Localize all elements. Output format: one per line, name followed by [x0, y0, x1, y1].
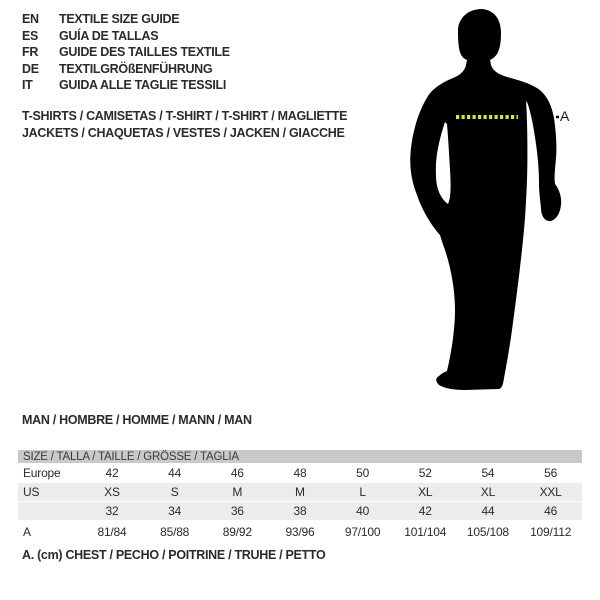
size-table-row-europe	[18, 464, 582, 483]
size-value: 93/96	[269, 521, 332, 543]
row-label: Europe	[18, 464, 81, 483]
size-value: XL	[457, 483, 520, 502]
language-label: GUIDA ALLE TAGLIE TESSILI	[59, 78, 227, 93]
size-value: 101/104	[394, 521, 457, 543]
man-silhouette	[410, 9, 561, 390]
size-value: 44	[143, 464, 206, 483]
category-list	[22, 108, 347, 142]
size-table-body	[18, 464, 582, 543]
size-value: 44	[457, 502, 520, 521]
size-value: XL	[394, 483, 457, 502]
language-code: ES	[22, 28, 39, 43]
size-value: L	[331, 483, 394, 502]
size-value: 56	[519, 464, 582, 483]
size-value: 105/108	[457, 521, 520, 543]
section-title-man: MAN / HOMBRE / HOMME / MANN / MAN	[22, 413, 252, 427]
row-label: A	[18, 521, 81, 543]
row-label	[18, 502, 81, 521]
size-table	[18, 450, 582, 543]
language-row-es	[22, 28, 230, 45]
language-code: DE	[22, 61, 39, 76]
size-value: 42	[394, 502, 457, 521]
category-line-tshirts: T-SHIRTS / CAMISETAS / T-SHIRT / T-SHIRT / MAGLIETTE	[22, 109, 348, 123]
size-table-row-a	[18, 521, 582, 543]
language-row-fr	[22, 44, 230, 61]
size-value: 32	[81, 502, 144, 521]
size-value: 97/100	[331, 521, 394, 543]
size-value: XXL	[519, 483, 582, 502]
row-label: US	[18, 483, 81, 502]
language-code: FR	[22, 45, 39, 60]
size-value: 46	[519, 502, 582, 521]
language-row-it	[22, 77, 230, 94]
size-table-header-label: SIZE / TALLA / TAILLE / GRÖSSE / TAGLIA	[18, 450, 582, 464]
language-list	[22, 11, 230, 94]
man-silhouette-figure	[395, 0, 600, 400]
size-value: M	[269, 483, 332, 502]
size-table-row-intl	[18, 502, 582, 521]
language-row-en	[22, 11, 230, 28]
size-value: 36	[206, 502, 269, 521]
size-value: 42	[81, 464, 144, 483]
size-table-row-us	[18, 483, 582, 502]
language-label: TEXTILE SIZE GUIDE	[59, 12, 180, 26]
measure-label-a: A	[560, 108, 570, 124]
size-value: 40	[331, 502, 394, 521]
size-value: S	[143, 483, 206, 502]
language-row-de	[22, 61, 230, 78]
size-value: 52	[394, 464, 457, 483]
language-code: EN	[22, 12, 39, 26]
language-label: GUÍA DE TALLAS	[59, 28, 159, 43]
language-label: GUIDE DES TAILLES TEXTILE	[59, 45, 230, 60]
size-value: XS	[81, 483, 144, 502]
size-value: 34	[143, 502, 206, 521]
size-value: 46	[206, 464, 269, 483]
size-value: M	[206, 483, 269, 502]
size-value: 54	[457, 464, 520, 483]
size-value: 85/88	[143, 521, 206, 543]
size-value: 38	[269, 502, 332, 521]
category-line-jackets: JACKETS / CHAQUETAS / VESTES / JACKEN / GIACCHE	[22, 126, 345, 140]
size-value: 81/84	[81, 521, 144, 543]
measurement-footnote: A. (cm) CHEST / PECHO / POITRINE / TRUHE / PETTO	[22, 548, 326, 562]
size-value: 50	[331, 464, 394, 483]
size-value: 109/112	[519, 521, 582, 543]
size-value: 89/92	[206, 521, 269, 543]
size-value: 48	[269, 464, 332, 483]
language-label: TEXTILGRÖßENFÜHRUNG	[59, 61, 213, 76]
language-code: IT	[22, 78, 33, 93]
size-table-header-row	[18, 450, 582, 464]
